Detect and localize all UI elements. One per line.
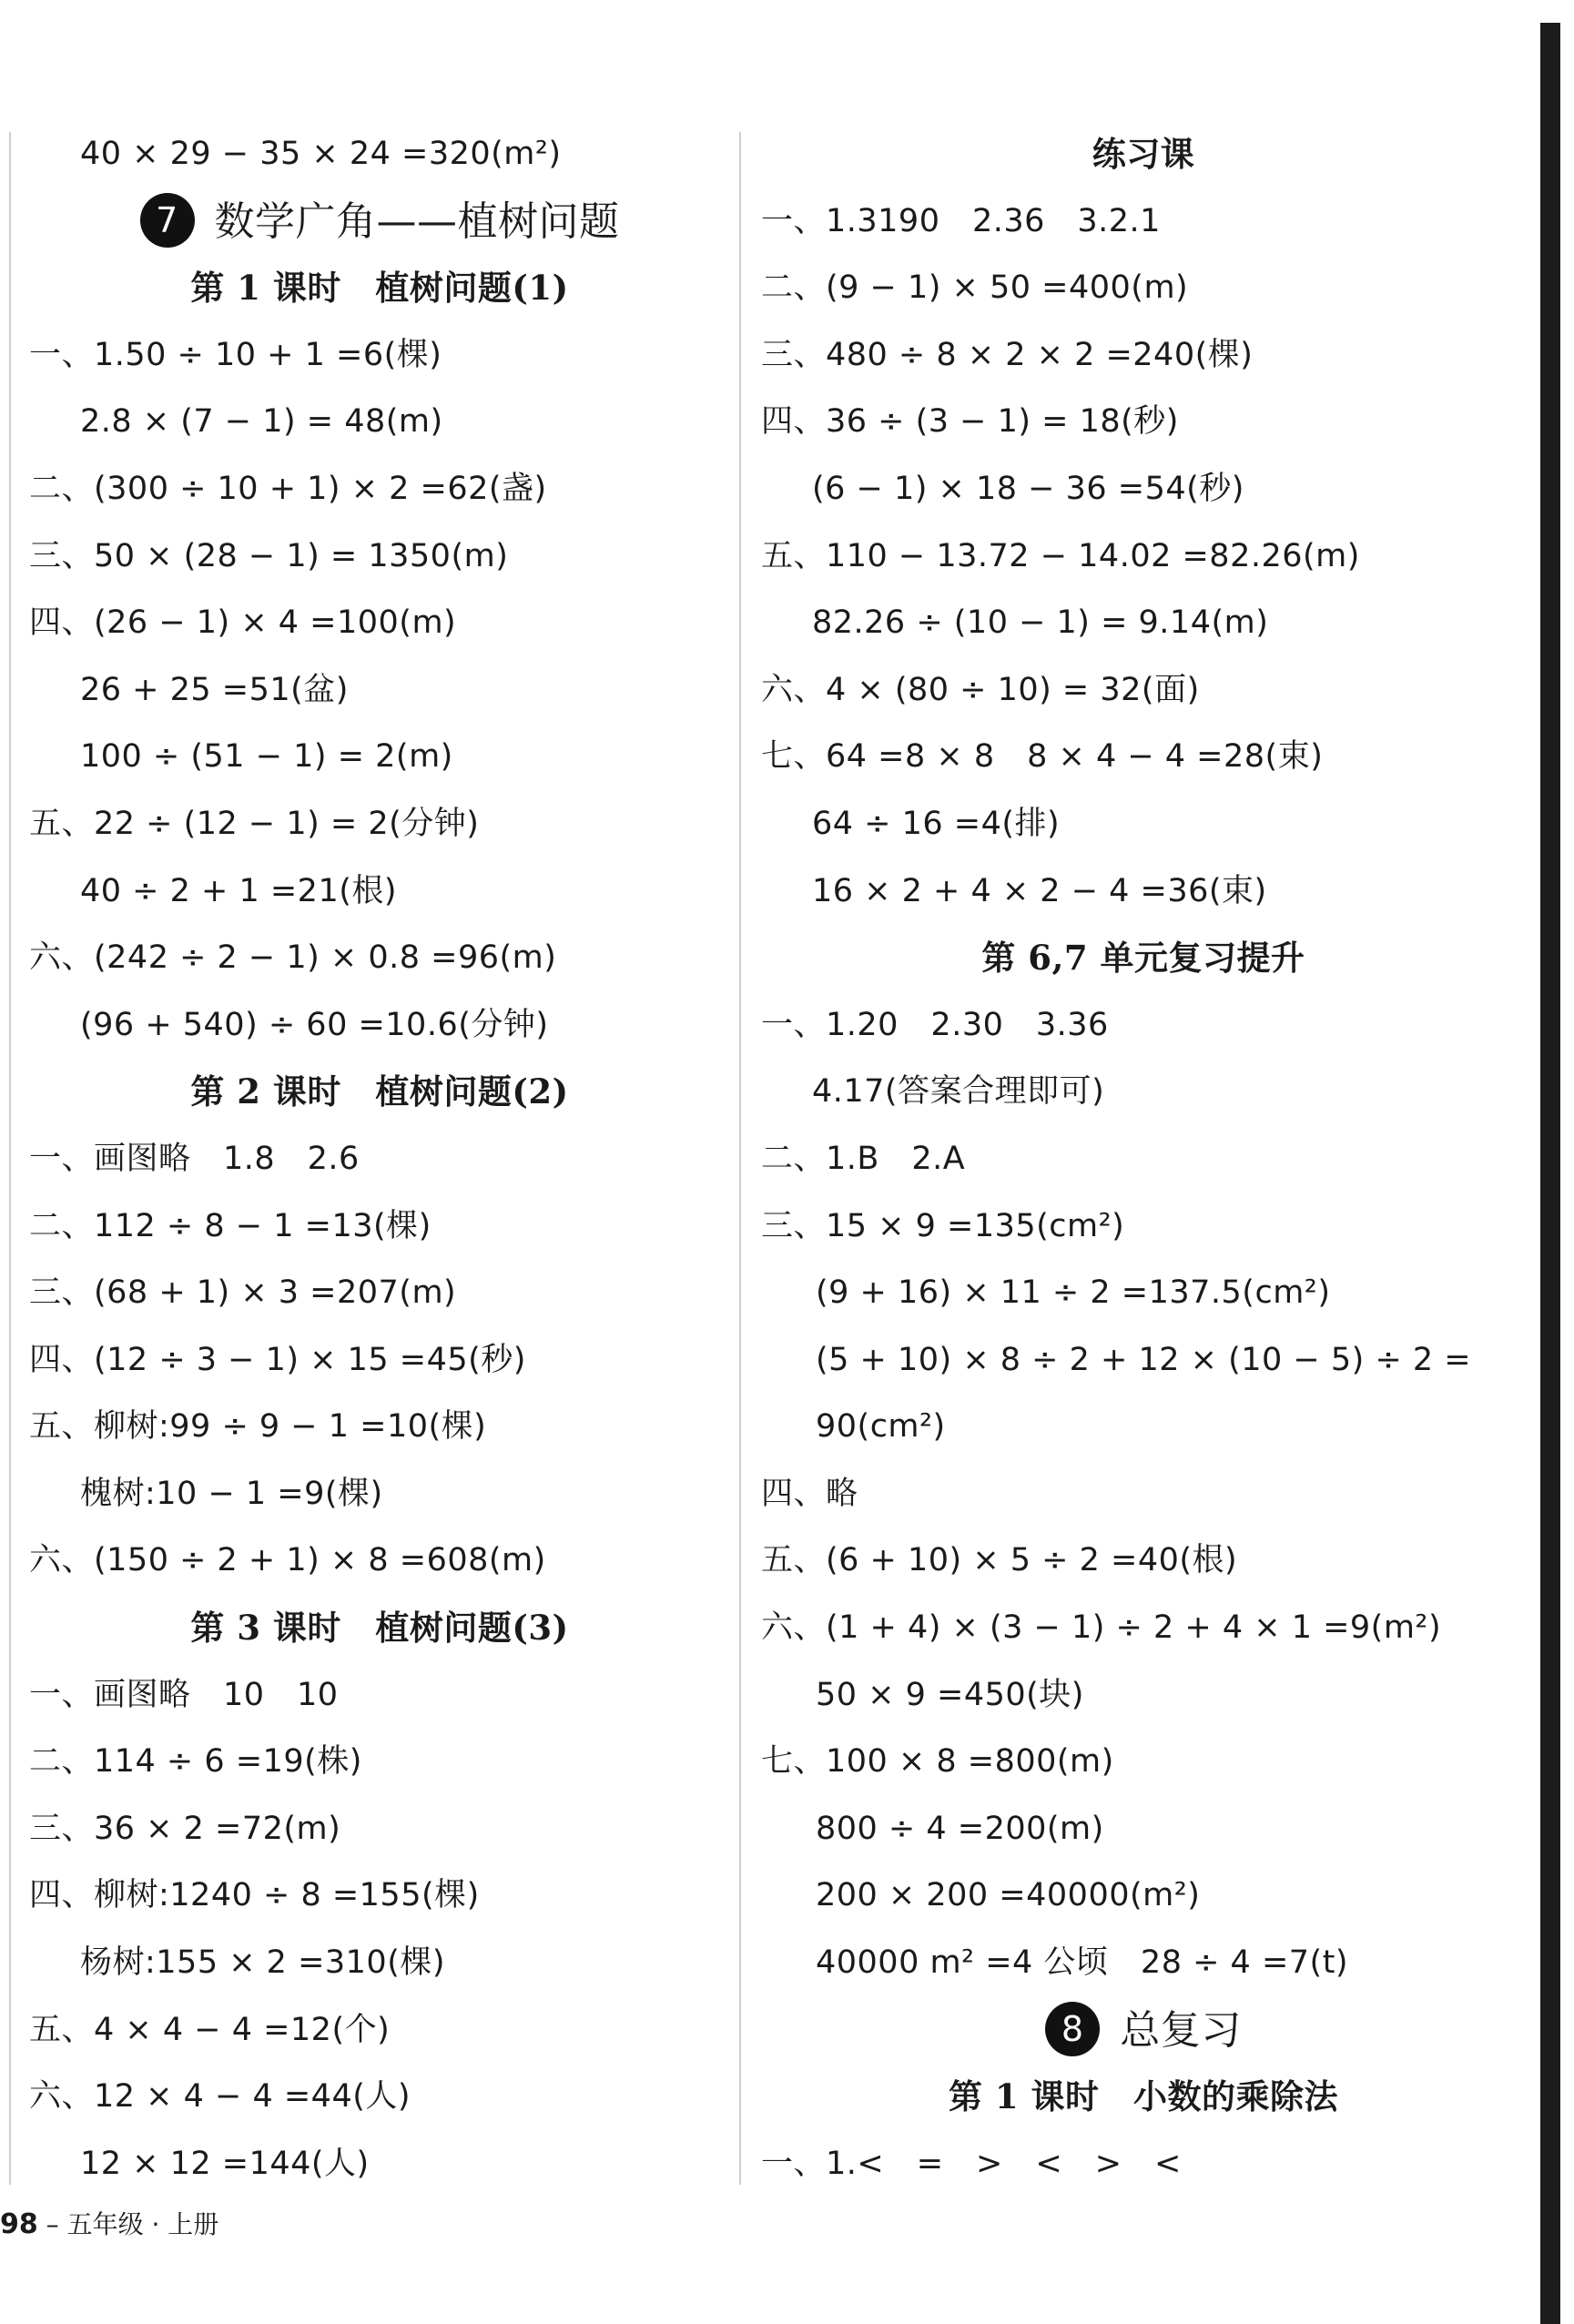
- answer-line: 六、(242 ÷ 2 − 1) × 0.8 =96(m): [29, 939, 557, 977]
- answer-line: 六、(1 + 4) × (3 − 1) ÷ 2 + 4 × 1 =9(m²): [761, 1609, 1442, 1647]
- answer-line: 100 ÷ (51 − 1) = 2(m): [80, 738, 453, 776]
- page-binding-edge: [1540, 23, 1560, 2324]
- column-divider: [739, 132, 741, 2185]
- answer-line: 800 ÷ 4 =200(m): [816, 1810, 1104, 1847]
- answer-line: 四、略: [761, 1475, 858, 1512]
- lesson-heading: 第 1 课时 植树问题(1): [190, 268, 569, 309]
- unit-heading: [29, 188, 730, 256]
- lesson-heading: 第 6,7 单元复习提升: [981, 938, 1305, 979]
- answer-line: 四、柳树:1240 ÷ 8 =155(棵): [29, 1877, 480, 1914]
- lesson-heading: 练习课: [1092, 134, 1195, 174]
- unit-title: 数学广角——植树问题: [214, 198, 620, 245]
- left-column: [29, 121, 730, 2197]
- answer-line: 40 ÷ 2 + 1 =21(根): [80, 872, 398, 909]
- left-margin-rule: [9, 132, 11, 2185]
- answer-line: 一、画图略 10 10: [29, 1676, 339, 1713]
- answer-line: 四、(26 − 1) × 4 =100(m): [29, 604, 457, 642]
- page-footer: [0, 2205, 218, 2241]
- answer-line: 三、36 × 2 =72(m): [29, 1810, 341, 1847]
- answer-line: 四、(12 ÷ 3 − 1) × 15 =45(秒): [29, 1341, 526, 1378]
- answer-line: 六、4 × (80 ÷ 10) = 32(面): [761, 671, 1200, 708]
- answer-line: 六、12 × 4 − 4 =44(人): [29, 2078, 411, 2116]
- answer-line: 二、1.B 2.A: [761, 1140, 966, 1177]
- answer-line: 82.26 ÷ (10 − 1) = 9.14(m): [812, 604, 1269, 642]
- answer-line: 四、36 ÷ (3 − 1) = 18(秒): [761, 403, 1179, 441]
- answer-line: 一、画图略 1.8 2.6: [29, 1140, 360, 1177]
- answer-line: 一、1.20 2.30 3.36: [761, 1006, 1109, 1043]
- answer-line: 槐树:10 − 1 =9(棵): [80, 1475, 383, 1512]
- answer-line: 一、1.50 ÷ 10 + 1 =6(棵): [29, 336, 442, 373]
- answer-line: (9 + 16) × 11 ÷ 2 =137.5(cm²): [816, 1274, 1331, 1312]
- answer-line: 2.8 × (7 − 1) = 48(m): [80, 403, 443, 441]
- answer-line: 二、112 ÷ 8 − 1 =13(棵): [29, 1207, 432, 1244]
- answer-line: 26 + 25 =51(盆): [80, 671, 349, 708]
- answer-line: 五、110 − 13.72 − 14.02 =82.26(m): [761, 537, 1360, 574]
- book-label: 五年级 · 上册: [66, 2209, 219, 2239]
- answer-line: 一、1.3190 2.36 3.2.1: [761, 202, 1161, 239]
- answer-line: 三、50 × (28 − 1) = 1350(m): [29, 537, 509, 574]
- right-column: [761, 121, 1526, 2197]
- answer-line: 五、22 ÷ (12 − 1) = 2(分钟): [29, 805, 480, 842]
- footer-dash: –: [46, 2209, 59, 2239]
- lesson-heading: 第 1 课时 小数的乘除法: [948, 2076, 1338, 2117]
- answer-line: 七、64 =8 × 8 8 × 4 − 4 =28(束): [761, 738, 1324, 776]
- unit-title: 总复习: [1120, 2006, 1242, 2054]
- answer-line: 二、(9 − 1) × 50 =400(m): [761, 269, 1189, 307]
- answer-line: 二、(300 ÷ 10 + 1) × 2 =62(盏): [29, 470, 547, 507]
- answer-line: 五、(6 + 10) × 5 ÷ 2 =40(根): [761, 1542, 1238, 1579]
- unit-number-badge: 8: [1045, 2002, 1100, 2056]
- answer-line: (5 + 10) × 8 ÷ 2 + 12 × (10 − 5) ÷ 2 =: [816, 1341, 1472, 1378]
- lesson-heading: 第 3 课时 植树问题(3): [190, 1608, 569, 1649]
- answer-line: (6 − 1) × 18 − 36 =54(秒): [812, 470, 1244, 507]
- answer-line: 五、4 × 4 − 4 =12(个): [29, 2011, 391, 2048]
- answer-line: 200 × 200 =40000(m²): [816, 1877, 1201, 1914]
- answer-line: 4.17(答案合理即可): [812, 1073, 1105, 1111]
- answer-line: 12 × 12 =144(人): [80, 2145, 370, 2182]
- answer-line: 64 ÷ 16 =4(排): [812, 805, 1061, 842]
- answer-line: 50 × 9 =450(块): [816, 1676, 1084, 1713]
- unit-number-badge: 7: [140, 193, 195, 248]
- answer-line: 一、1.< = > < > <: [761, 2145, 1182, 2182]
- answer-line: 40000 m² =4 公顷 28 ÷ 4 =7(t): [816, 1944, 1349, 1982]
- answer-line: 三、(68 + 1) × 3 =207(m): [29, 1274, 457, 1312]
- unit-heading: [761, 1997, 1526, 2065]
- answer-line: (96 + 540) ÷ 60 =10.6(分钟): [80, 1006, 549, 1043]
- answer-line: 七、100 × 8 =800(m): [761, 1743, 1114, 1781]
- answer-line: 二、114 ÷ 6 =19(株): [29, 1743, 362, 1781]
- answer-line: 杨树:155 × 2 =310(棵): [80, 1944, 446, 1982]
- answer-line: 三、15 × 9 =135(cm²): [761, 1207, 1125, 1244]
- lesson-heading: 第 2 课时 植树问题(2): [190, 1071, 569, 1112]
- answer-line: 16 × 2 + 4 × 2 − 4 =36(束): [812, 872, 1267, 909]
- answer-line: 40 × 29 − 35 × 24 =320(m²): [80, 136, 562, 172]
- page-number: 98: [0, 2208, 38, 2240]
- answer-line: 五、柳树:99 ÷ 9 − 1 =10(棵): [29, 1408, 487, 1446]
- answer-line: 六、(150 ÷ 2 + 1) × 8 =608(m): [29, 1542, 546, 1579]
- answer-line: 90(cm²): [816, 1408, 946, 1446]
- answer-line: 三、480 ÷ 8 × 2 × 2 =240(棵): [761, 336, 1254, 373]
